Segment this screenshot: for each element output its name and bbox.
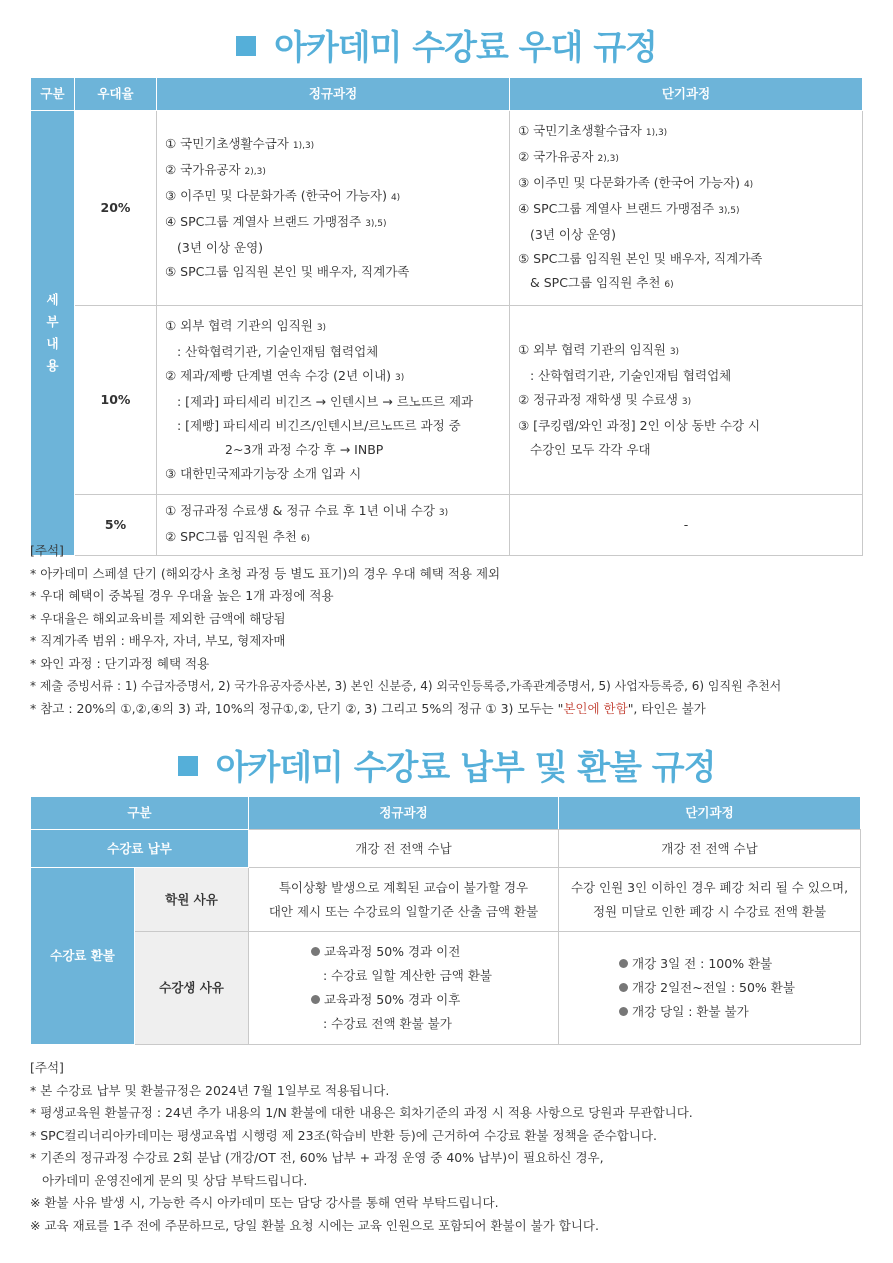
bullet-dot-icon <box>619 959 628 968</box>
header-category: 구분 <box>31 78 75 111</box>
square-bullet-icon <box>236 36 256 56</box>
rate-20: 20% <box>75 111 157 306</box>
academy-regular: 특이상황 발생으로 계획된 교습이 불가할 경우 대안 제시 또는 수강료의 일할기준 산출 금액 환불 <box>249 868 559 932</box>
rate-10: 10% <box>75 306 157 495</box>
row5-short: - <box>510 495 863 556</box>
side-label: 세 부 내 용 <box>31 111 75 556</box>
discount-table <box>30 77 863 556</box>
row20-short: ① 국민기초생활수급자 1),3) ② 국가유공자 2),3) ③ 이주민 및 다문화가족 (한국어 가능자) 4) ④ SPC그룹 계열사 브랜드 가맹점주 3),5) (3년 이상 운영) ⑤ SPC그룹 임직원 본인 및 배우자, 직계가족 & SPC그룹 임직원 추천 6) <box>510 111 863 306</box>
refund-title: 아카데미 수강료 납부 및 환불 규정 <box>0 740 893 789</box>
student-regular: 교육과정 50% 경과 이전 : 수강료 일할 계산한 금액 환불 교육과정 50% 경과 이후 : 수강료 전액 환불 불가 <box>249 932 559 1045</box>
header-regular: 정규과정 <box>157 78 510 111</box>
header-rate: 우대율 <box>75 78 157 111</box>
academy-short: 수강 인원 3인 이하인 경우 폐강 처리 될 수 있으며, 정원 미달로 인한 폐강 시 수강료 전액 환불 <box>559 868 861 932</box>
bullet-dot-icon <box>311 947 320 956</box>
refund-label: 수강료 환불 <box>31 868 135 1045</box>
refund-notes: [주석] * 본 수강료 납부 및 환불규정은 2024년 7월 1일부로 적용됩니다. * 평생교육원 환불규정 : 24년 추가 내용의 1/N 환불에 대한 내용은 회차기준의 과정 시 적용 사항으로 당원과 무관합니다. * SPC컬리너리아카데미는 평생교육법 시행령 제 23조(학습비 반환 등)에 근거하여 수강료 환불 정책을 준수합니다. * 기존의 정규과정 수강료 2회 분납 (개강/OT 전, 60% 납부 + 과정 운영 중 40% 납부)이 필요하신 경우, 아카데미 운영진에게 문의 및 상담 부탁드립니다. ※ 환불 사유 발생 시, 가능한 즉시 아카데미 또는 담당 강사를 통해 연락 부탁드립니다. ※ 교육 재료를 1주 전에 주문하므로, 당일 환불 요청 시에는 교육 인원으로 포함되어 환불이 불가 합니다. <box>30 1060 693 1233</box>
discount-notes: [주석] * 아카데미 스페셜 단기 (해외강사 초청 과정 등 별도 표기)의 경우 우대 혜택 적용 제외 * 우대 혜택이 중복될 경우 우대율 높은 1개 과정에 적용 * 우대율은 해외교육비를 제외한 금액에 해당됨 * 직계가족 범위 : 배우자, 자녀, 부모, 형제자매 * 와인 과정 : 단기과정 혜택 적용 * 제출 증빙서류 : 1) 수급자증명서, 2) 국가유공자증사본, 3) 본인 신분증, 4) 외국인등록증,가족관계증명서, 5) 사업자등록증, 6) 임직원 추천서 * 참고 : 20%의 ①,②,④의 3) 과, 10%의 정규①,②, 단기 ②, 3) 그리고 5%의 정규 ① 3) 모두는 "본인에 한함", 타인은 불가 <box>30 543 782 716</box>
payment-short: 개강 전 전액 수납 <box>559 830 861 868</box>
refund-header-regular: 정규과정 <box>249 797 559 830</box>
row5-regular: ① 정규과정 수료생 & 정규 수료 후 1년 이내 수강 3) ② SPC그룹 임직원 추천 6) <box>157 495 510 556</box>
payment-label: 수강료 납부 <box>31 830 249 868</box>
discount-title: 아카데미 수강료 우대 규정 <box>0 20 893 69</box>
refund-table <box>30 796 861 1045</box>
payment-regular: 개강 전 전액 수납 <box>249 830 559 868</box>
refund-header-short: 단기과정 <box>559 797 861 830</box>
square-bullet-icon <box>178 756 198 776</box>
refund-header-category: 구분 <box>31 797 249 830</box>
rate-5: 5% <box>75 495 157 556</box>
bullet-dot-icon <box>619 983 628 992</box>
student-reason: 수강생 사유 <box>135 932 249 1045</box>
row10-regular: ① 외부 협력 기관의 임직원 3) : 산학협력기관, 기술인재팀 협력업체 ② 제과/제빵 단계별 연속 수강 (2년 이내) 3) : [제과] 파티세리 비긴즈 → 인텐시브 → 르노뜨르 제과 : [제빵] 파티세리 비긴즈/인텐시브/르노뜨르 과정 중 2~3개 과정 수강 후 → INBP ③ 대한민국제과기능장 소개 입과 시 <box>157 306 510 495</box>
student-short: 개강 3일 전 : 100% 환불 개강 2일전~전일 : 50% 환불 개강 당일 : 환불 불가 <box>559 932 861 1045</box>
bullet-dot-icon <box>619 1007 628 1016</box>
bullet-dot-icon <box>311 995 320 1004</box>
header-short: 단기과정 <box>510 78 863 111</box>
row10-short: ① 외부 협력 기관의 임직원 3) : 산학협력기관, 기술인재팀 협력업체 ② 정규과정 재학생 및 수료생 3) ③ [쿠킹랩/와인 과정] 2인 이상 동반 수강 시 수강인 모두 각각 우대 <box>510 306 863 495</box>
row20-regular: ① 국민기초생활수급자 1),3) ② 국가유공자 2),3) ③ 이주민 및 다문화가족 (한국어 가능자) 4) ④ SPC그룹 계열사 브랜드 가맹점주 3),5) (3년 이상 운영) ⑤ SPC그룹 임직원 본인 및 배우자, 직계가족 <box>157 111 510 306</box>
academy-reason: 학원 사유 <box>135 868 249 932</box>
